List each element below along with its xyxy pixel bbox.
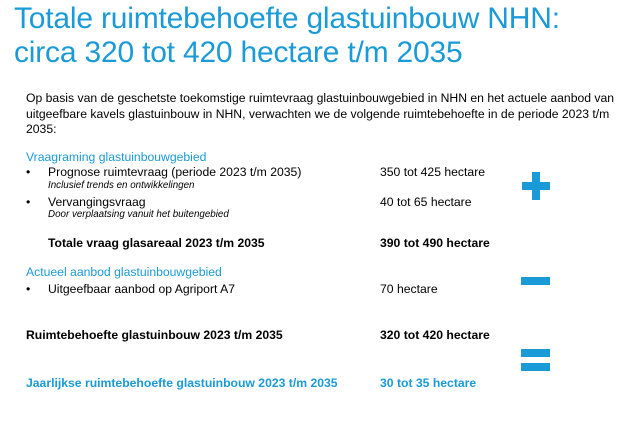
bullet-demand-1: • bbox=[26, 165, 31, 179]
demand-item-note-2: Door verplaatsing vanuit het buitengebied bbox=[48, 209, 229, 220]
demand-item-label-1: Prognose ruimtevraag (periode 2023 t/m 2035) bbox=[48, 165, 302, 179]
supply-item-label-1: Uitgeefbaar aanbod op Agriport A7 bbox=[48, 282, 236, 296]
demand-heading: Vraagraming glastuinbouwgebied bbox=[26, 150, 207, 164]
demand-item-note-1: Inclusief trends en ontwikkelingen bbox=[48, 180, 195, 191]
annual-label: Jaarlijkse ruimtebehoefte glastuinbouw 2023 t/m 2035 bbox=[26, 376, 338, 390]
supply-heading: Actueel aanbod glastuinbouwgebied bbox=[26, 265, 222, 279]
result-label: Ruimtebehoefte glastuinbouw 2023 t/m 2035 bbox=[26, 328, 283, 342]
minus-icon bbox=[521, 277, 550, 285]
result-value: 320 tot 420 hectare bbox=[380, 328, 490, 342]
page-title-line-2: circa 320 tot 420 hectare t/m 2035 bbox=[14, 36, 463, 69]
bullet-demand-2: • bbox=[26, 195, 31, 209]
demand-total-value: 390 tot 490 hectare bbox=[380, 236, 490, 250]
demand-item-value-1: 350 tot 425 hectare bbox=[380, 165, 486, 179]
page-title-line-1: Totale ruimtebehoefte glastuinbouw NHN: bbox=[14, 2, 560, 35]
demand-total-label: Totale vraag glasareaal 2023 t/m 2035 bbox=[48, 236, 265, 250]
demand-item-value-2: 40 tot 65 hectare bbox=[380, 195, 472, 209]
bullet-supply-1: • bbox=[26, 282, 31, 296]
demand-item-label-2: Vervangingsvraag bbox=[48, 195, 146, 209]
intro-paragraph: Op basis van de geschetste toekomstige ruimtevraag glastuinbouwgebied in NHN en het actuele aanbod van uitgeefbare kavels glastuinbouw in NHN, verwachten we de volgende ruimtebehoefte in de periode 2023 t/m 2035: bbox=[26, 91, 615, 137]
equals-icon bbox=[521, 349, 550, 371]
plus-icon bbox=[522, 172, 550, 200]
annual-value: 30 tot 35 hectare bbox=[380, 376, 477, 390]
supply-item-value-1: 70 hectare bbox=[380, 282, 438, 296]
